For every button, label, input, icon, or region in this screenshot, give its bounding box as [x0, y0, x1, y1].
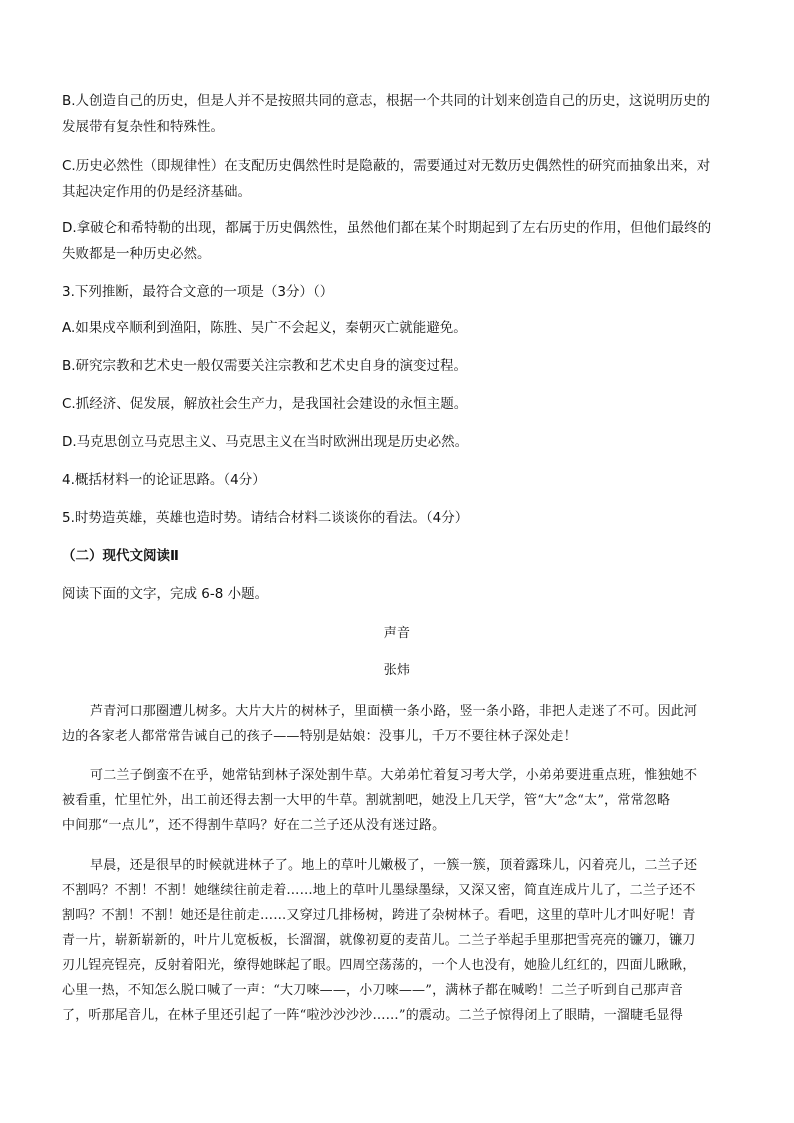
- story-paragraph-3-line-2: 不割吗？不割！不割！她继续往前走着……地上的草叶儿墨绿墨绿，又深又密，简直连成片儿了，二兰子还不: [62, 883, 696, 898]
- q2-option-b-line-2: 发展带有复杂性和特殊性。: [62, 119, 224, 135]
- story-paragraph-3-line-7: 了，听那尾音儿，在林子里还引起了一阵“啦沙沙沙沙……”的震动。二兰子惊得闭上了眼睛，一溜睫毛显得: [62, 1008, 683, 1023]
- story-paragraph-3-line-6: 心里一热，不知怎么脱口喊了一声：“大刀唻——，小刀唻——”，满林子都在喊哟！二兰子听到自己那声音: [62, 983, 683, 998]
- q2-option-c-line-1: C.历史必然性（即规律性）在支配历史偶然性时是隐蔽的，需要通过对无数历史偶然性的研究而抽象出来，对: [62, 158, 711, 174]
- q2-option-c-line-2: 其起决定作用的仍是经济基础。: [62, 184, 251, 200]
- story-paragraph-3-line-5: 刃儿锃亮锃亮，反射着阳光，缭得她眯起了眼。四周空荡荡的，一个人也没有，她脸儿红红的，四面儿瞅瞅，: [62, 958, 696, 973]
- story-paragraph-2-line-2: 被看重，忙里忙外，出工前还得去割一大甲的牛草。割就割吧，她没上几天学，管“大”念“太”，常常忽略: [62, 793, 671, 808]
- story-paragraph-3-line-3: 割吗？不割！不割！她还是往前走……又穿过几排杨树，跨进了杂树林子。看吧，这里的草叶儿才叫好呢！青: [62, 908, 696, 923]
- q2-option-b-line-1: B.人创造自己的历史，但是人并不是按照共同的意志，根据一个共同的计划来创造自己的历史，这说明历史的: [62, 93, 711, 109]
- q3-option-c: C.抓经济、促发展，解放社会生产力，是我国社会建设的永恒主题。: [62, 396, 468, 412]
- story-title: 声音: [383, 626, 411, 641]
- q2-option-d-line-2: 失败都是一种历史必然。: [62, 246, 211, 262]
- story-author: 张炜: [383, 663, 411, 678]
- story-paragraph-1-line-1: 芦青河口那圈遭儿树多。大片大片的树林子，里面横一条小路，竖一条小路，非把人走迷了不可。因此河: [90, 704, 698, 719]
- reading-instruction: 阅读下面的文字，完成 6-8 小题。: [62, 586, 269, 602]
- q2-option-d-line-1: D.拿破仑和希特勒的出现，都属于历史偶然性，虽然他们都在某个时期起到了左右历史的作用，但他们最终的: [62, 220, 712, 236]
- q3-option-b: B.研究宗教和艺术史一般仅需要关注宗教和艺术史自身的演变过程。: [62, 358, 468, 374]
- story-paragraph-2-line-3: 中间那“一点儿”，还不得割牛草吗？好在二兰子还从没有迷过路。: [62, 818, 446, 833]
- q3-stem: 3.下列推断，最符合文意的一项是（3分）（）: [62, 284, 334, 300]
- story-paragraph-2-line-1: 可二兰子倒蛮不在乎，她常钻到林子深处割牛草。大弟弟忙着复习考大学，小弟弟要进重点班，惟独她不: [90, 768, 698, 783]
- q3-option-a: A.如果戍卒顺利到渔阳，陈胜、吴广不会起义，秦朝灭亡就能避免。: [62, 320, 467, 336]
- story-paragraph-3-line-4: 青一片，崭新崭新的，叶片儿宽板板，长溜溜，就像初夏的麦苗儿。二兰子举起手里那把雪亮亮的镰刀，镰刀: [62, 933, 696, 948]
- story-paragraph-1-line-2: 边的各家老人都常常告诫自己的孩子——特别是姑娘：没事儿，千万不要往林子深处走！: [62, 729, 577, 744]
- section-heading: （二）现代文阅读Ⅱ: [62, 548, 179, 564]
- story-paragraph-3-line-1: 早晨，还是很早的时候就进林子了。地上的草叶儿嫩极了，一簇一簇，顶着露珠儿，闪着亮儿，二兰子还: [90, 858, 698, 873]
- q5-stem: 5.时势造英雄，英雄也造时势。请结合材料二谈谈你的看法。（4分）: [62, 510, 469, 526]
- q3-option-d: D.马克思创立马克思主义、马克思主义在当时欧洲出现是历史必然。: [62, 434, 469, 450]
- q4-stem: 4.概括材料一的论证思路。（4分）: [62, 472, 266, 488]
